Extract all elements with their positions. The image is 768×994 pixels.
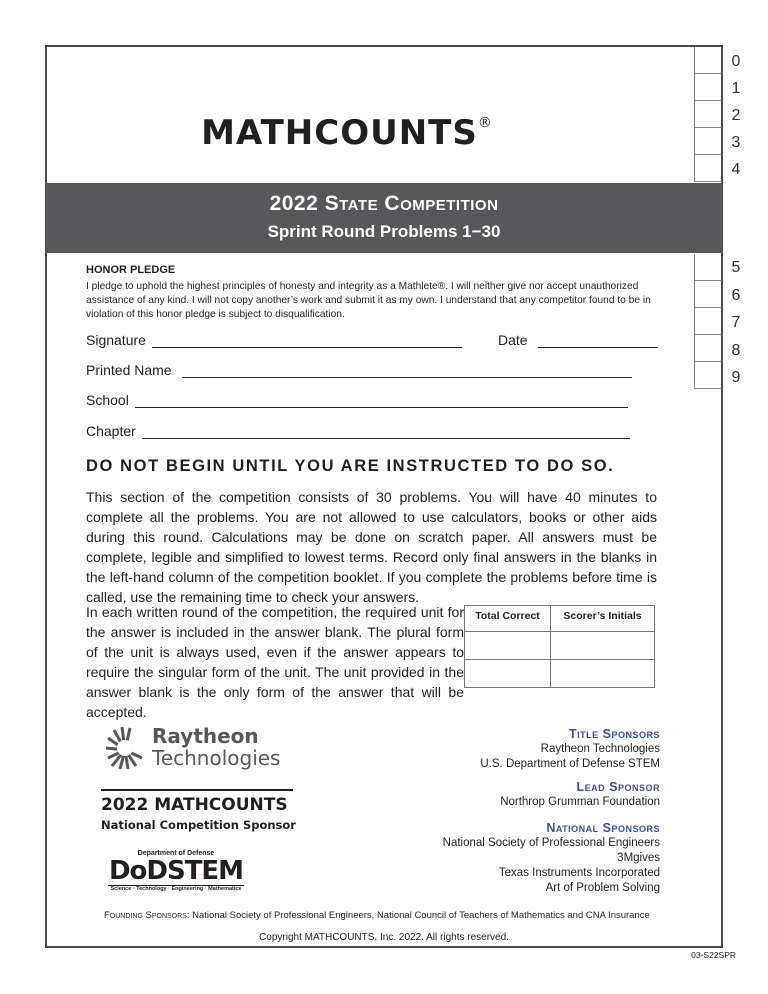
raytheon-logo [102,724,280,770]
sponsor-name: Raytheon Technologies [540,743,660,755]
school-label: School [86,392,129,408]
score-cell[interactable] [465,660,551,688]
start-warning: DO NOT BEGIN UNTIL YOU ARE INSTRUCTED TO DO SO. [86,457,615,475]
box-digit: 2 [731,107,741,124]
founding-label: Founding Sponsors: [104,910,190,921]
dodstem-logo [108,850,244,892]
dodstem-main: DoDSTEM [108,856,244,886]
date-label: Date [498,332,528,348]
founding-sponsors [104,910,650,921]
copyright: Copyright MATHCOUNTS, Inc. 2022. All rights reserved. [259,932,509,943]
chapter-label: Chapter [86,423,136,439]
title-sponsors [480,727,660,772]
units-note: In each written round of the competition, the required unit for the answer is included in the answer blank. The plural form of the unit is always used, even if the answer appears to require the singular form of the unit. The unit provided in the answer blank is the only form of the answer that will be accepted. [86,604,464,720]
raytheon-sunburst-icon [102,724,148,770]
dodstem-top: Department of Defense [137,850,215,857]
score-box[interactable] [695,128,722,155]
title-band [46,183,722,253]
mathcounts-logo [0,113,694,153]
score-box[interactable] [695,281,722,308]
founding-text: National Society of Professional Engineers, National Council of Teachers of Mathematics and CNA Insurance [189,910,650,921]
national-sponsors [443,821,660,896]
score-box[interactable] [695,74,722,101]
instructions-text: This section of the competition consists of 30 problems. You will have 40 minutes to complete all the problems. You are not allowed to use calculators, books or other aids during this round. Calculations may be done on scratch paper. All answers must be complete, legible and simplified to lowest terms. Record only final answers in the blanks in the left-hand column of the competition booklet. If you complete the problems before time is called, use the remaining time to check your answers. [86,489,657,605]
signature-line[interactable] [152,334,462,348]
raytheon-name: Raytheon [152,724,259,748]
score-box[interactable] [695,155,722,182]
sponsor-name: Texas Instruments Incorporated [498,867,660,879]
round-subtitle: Sprint Round Problems 1−30 [267,222,501,241]
dodstem-bottom: Science · Technology · Engineering · Mathematics [108,885,244,892]
national-sponsors-heading: National Sponsors [546,821,660,835]
score-box[interactable] [695,335,722,362]
national-sponsor-subtitle: National Competition Sponsor [101,818,296,832]
date-field[interactable] [498,332,658,348]
score-box[interactable] [695,362,722,389]
sponsor-name: 3Mgives [617,852,660,864]
honor-pledge-text: I pledge to uphold the highest principles of honesty and integrity as a Mathlete®. I will neither give nor accept unauthorized assistance of any kind. I will not copy another’s work and submit it as my own. I understand that any competitor found to be in violation of this honor pledge is subject to disqualification. [86,281,651,320]
score-cell[interactable] [551,632,655,660]
raytheon-technologies: Technologies [152,746,281,770]
chapter-line[interactable] [142,425,630,439]
score-box[interactable] [695,101,722,128]
box-digit: 4 [731,161,741,178]
signature-field[interactable] [86,332,462,348]
title-sponsors-heading: Title Sponsors [569,727,660,741]
date-line[interactable] [538,334,658,348]
sponsor-name: Art of Problem Solving [545,882,660,894]
score-boxes-top [694,47,722,182]
scoring-table [464,605,655,688]
box-digit: 5 [731,259,741,276]
box-digit: 8 [731,342,741,359]
sponsor-name: National Society of Professional Engineers [442,837,660,849]
competition-title: 2022 State Competition [269,192,499,215]
sponsor-name: U.S. Department of Defense STEM [480,758,660,770]
score-box[interactable] [695,308,722,335]
box-digit: 0 [731,53,741,70]
chapter-field[interactable] [86,423,630,439]
school-field[interactable] [86,392,628,408]
printed-name-label: Printed Name [86,362,172,378]
school-line[interactable] [135,394,628,408]
scorer-initials-header: Scorer’s Initials [551,606,655,632]
box-digit: 6 [731,287,741,304]
document-code: 03-S22SPR [691,950,736,960]
registered-mark: ® [477,115,493,131]
box-digit: 3 [731,134,741,151]
printed-name-field[interactable] [86,362,632,378]
logo-text: MATHCOUNTS [201,113,478,153]
lead-sponsor [500,780,660,810]
lead-sponsor-heading: Lead Sponsor [576,780,660,794]
sponsor-name: Northrop Grumman Foundation [500,796,660,808]
score-cell[interactable] [551,660,655,688]
box-digit: 7 [731,314,741,331]
box-digit: 9 [731,369,741,386]
divider [101,789,293,791]
national-sponsor-title: 2022 MATHCOUNTS [101,795,288,815]
score-cell[interactable] [465,632,551,660]
score-boxes-bottom [694,254,722,389]
printed-name-line[interactable] [182,364,632,378]
score-box[interactable] [695,47,722,74]
total-correct-header: Total Correct [465,606,551,632]
box-digit: 1 [731,80,741,97]
score-box[interactable] [695,254,722,281]
signature-label: Signature [86,332,146,348]
honor-pledge-heading: HONOR PLEDGE [86,264,176,276]
